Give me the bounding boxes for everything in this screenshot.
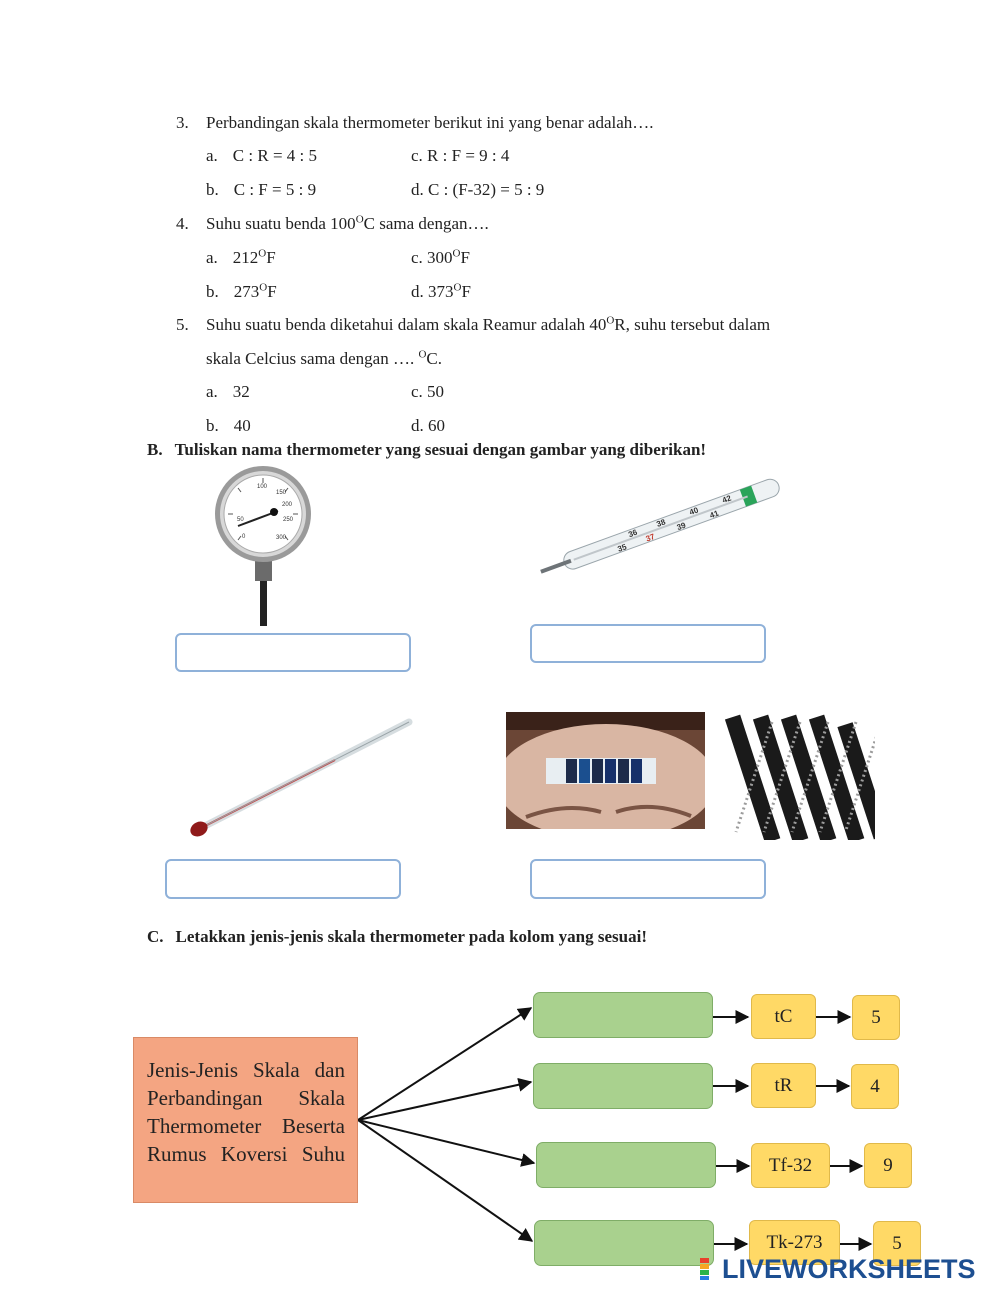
dial-tick-label: 150 [276,490,287,496]
scale-drop-zone-1[interactable] [533,992,713,1038]
option-3b: b. C : F = 5 : 9 [206,180,317,199]
option-5a: a. 32 [206,382,250,401]
scale-number: 39 [675,520,688,533]
ratio-box: 5 [873,1221,921,1266]
scale-drop-zone-4[interactable] [534,1220,714,1266]
dial-tick-label: 100 [257,484,268,490]
logo-text: LIVEWORKSHEETS [722,1254,976,1284]
dial-tick-label: 0 [242,534,246,540]
liveworksheets-logo [700,1254,976,1285]
scale-number: 38 [655,517,667,529]
question-number: 5. [176,315,189,334]
option-3a: a. C : R = 4 : 5 [206,146,318,165]
ratio-box: 4 [851,1064,899,1109]
scale-number: 42 [721,493,733,505]
dial-tick-label: 200 [282,502,293,508]
scale-number: 36 [627,527,639,540]
scale-number: 37 [644,531,657,544]
scale-drop-zone-2[interactable] [533,1063,713,1109]
option-5d: d. 60 [411,416,445,435]
option-4a: a. $212^OF$ [206,247,276,267]
question-number: 3. [176,113,189,132]
logo-icon [700,1258,720,1280]
question-text: Perbandingan skala thermometer berikut ini yang benar adalah…. [206,113,654,132]
question-text: Suhu suatu benda $100^OC$ sama dengan…. [206,213,489,233]
option-4b: b. $273^OF$ [206,281,277,301]
dial-tick-label: 250 [283,517,294,523]
dial-tick-label: 50 [237,517,244,523]
ratio-box: 5 [852,995,900,1040]
formula-box: Tf-32 [751,1143,830,1188]
section-b-heading: B. Tuliskan nama thermometer yang sesuai dengan gambar yang diberikan! [147,440,707,459]
question-text-line1: Suhu suatu benda diketahui dalam skala Reamur adalah $40^OR$, suhu tersebut dalam [206,314,771,334]
question-number: 4. [176,214,189,233]
option-5b: b. 40 [206,416,251,435]
scale-number: 40 [688,505,700,517]
section-c-heading: C. Letakkan jenis-jenis skala thermometer pada kolom yang sesuai! [147,927,647,946]
question-text-line2: skala Celcius sama dengan …. $^O$C. [206,348,442,368]
option-5c: c. 50 [411,382,445,401]
option-3d: d. C : (F-32) = 5 : 9 [411,180,545,199]
ratio-box: 9 [864,1143,912,1188]
scale-drop-zone-3[interactable] [536,1142,716,1188]
option-3c: c. R : F = 9 : 4 [411,146,510,165]
option-4c: c. $300^OF$ [411,247,470,267]
scale-number: 41 [708,508,720,521]
formula-box: tR [751,1063,816,1108]
scale-number: 35 [616,542,628,554]
formula-box: tC [751,994,816,1039]
dial-tick-label: 300 [276,535,287,541]
diagram-center-box: Jenis-Jenis Skala dan Perbandingan Skala Thermometer Beserta Rumus Koversi Suhu [133,1037,358,1203]
formula-box: Tk-273 [749,1220,840,1265]
option-4d: d. $373^OF$ [411,281,471,301]
